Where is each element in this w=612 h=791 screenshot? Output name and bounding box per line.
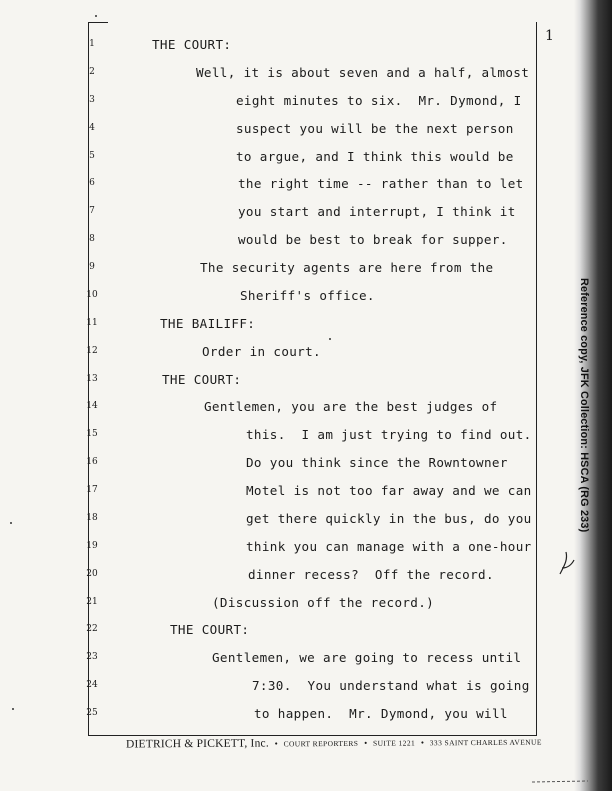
scan-speck bbox=[95, 15, 97, 17]
line-number: 9 bbox=[89, 262, 95, 272]
line-number: 1 bbox=[89, 39, 95, 49]
transcript-line: get there quickly in the bus, do you bbox=[246, 510, 532, 526]
transcript-line: eight minutes to six. Mr. Dymond, I bbox=[236, 92, 522, 108]
transcript-line: (Discussion off the record.) bbox=[212, 594, 435, 610]
handwritten-mark-icon bbox=[556, 548, 578, 578]
reporter-suite: SUITE 1221 bbox=[372, 738, 416, 748]
transcript-line: would be best to break for supper. bbox=[238, 232, 508, 248]
archive-reference-stamp bbox=[578, 278, 590, 532]
transcript-line: Order in court. bbox=[202, 343, 321, 359]
line-number: 20 bbox=[86, 568, 98, 579]
scan-speck bbox=[12, 708, 14, 710]
line-number: 11 bbox=[86, 317, 98, 328]
transcript-line: this. I am just trying to find out. bbox=[246, 427, 532, 443]
line-number: 15 bbox=[86, 429, 98, 440]
transcript-line: The security agents are here from the bbox=[200, 260, 494, 275]
line-number: 18 bbox=[86, 512, 98, 523]
line-number: 16 bbox=[86, 457, 98, 468]
line-number: 8 bbox=[89, 234, 95, 245]
line-number: 2 bbox=[89, 66, 95, 77]
line-number: 19 bbox=[86, 540, 98, 551]
page-number: 1 bbox=[545, 28, 554, 44]
transcript-line: THE COURT: bbox=[170, 622, 250, 638]
transcript-line: THE COURT: bbox=[162, 371, 242, 387]
transcript-line: Gentlemen, you are the best judges of bbox=[204, 399, 498, 415]
line-number: 7 bbox=[89, 206, 95, 217]
line-number: 14 bbox=[86, 401, 98, 412]
line-number: 4 bbox=[89, 122, 95, 133]
line-number: 5 bbox=[89, 150, 95, 161]
line-number: 13 bbox=[86, 373, 98, 384]
transcript-line: to argue, and I think this would be bbox=[236, 148, 514, 164]
transcript-line: think you can manage with a one-hour bbox=[246, 538, 532, 554]
line-number: 24 bbox=[86, 680, 98, 691]
footer-bullet-3: • bbox=[420, 737, 425, 748]
reporter-footer bbox=[126, 735, 556, 750]
transcript-line: 7:30. You understand what is going bbox=[252, 678, 530, 694]
transcript-line: to happen. Mr. Dymond, you will bbox=[254, 706, 508, 721]
line-number: 12 bbox=[86, 345, 98, 356]
reporter-service: COURT REPORTERS bbox=[283, 738, 359, 749]
line-number: 23 bbox=[86, 652, 98, 663]
footer-bullet-2: • bbox=[364, 737, 368, 748]
transcript-line: Do you think since the Rowntowner bbox=[246, 455, 508, 471]
line-number: 21 bbox=[86, 596, 98, 607]
transcript-line: Sheriff's office. bbox=[240, 287, 375, 303]
scan-speck bbox=[10, 522, 12, 524]
line-number: 6 bbox=[89, 178, 95, 189]
scan-speck bbox=[329, 338, 331, 340]
line-number: 10 bbox=[86, 289, 98, 300]
line-number: 25 bbox=[86, 708, 98, 718]
transcript-line: Gentlemen, we are going to recess until bbox=[212, 650, 522, 666]
transcript-line: THE BAILIFF: bbox=[160, 315, 256, 331]
transcript-line: the right time -- rather than to let bbox=[238, 176, 524, 192]
transcript-line: THE COURT: bbox=[152, 37, 232, 52]
transcript-line: you start and interrupt, I think it bbox=[238, 204, 516, 220]
footer-bullet-1: • bbox=[274, 738, 278, 749]
transcript-line: suspect you will be the next person bbox=[236, 120, 514, 136]
line-number: 22 bbox=[86, 624, 98, 635]
scan-artifact-icon bbox=[530, 778, 590, 786]
transcript-line: Well, it is about seven and a half, almost bbox=[196, 64, 530, 80]
transcript-line: Motel is not too far away and we can bbox=[246, 483, 532, 498]
archive-reference-text: Reference copy, JFK Collection: HSCA (RG 233) bbox=[578, 278, 590, 533]
reporter-firm-name: DIETRICH & PICKETT, Inc. bbox=[125, 737, 269, 751]
transcript-line: dinner recess? Off the record. bbox=[248, 566, 494, 582]
reporter-address: 333 SAINT CHARLES AVENUE bbox=[429, 737, 542, 748]
line-number: 3 bbox=[89, 94, 95, 105]
line-number: 17 bbox=[86, 485, 98, 495]
